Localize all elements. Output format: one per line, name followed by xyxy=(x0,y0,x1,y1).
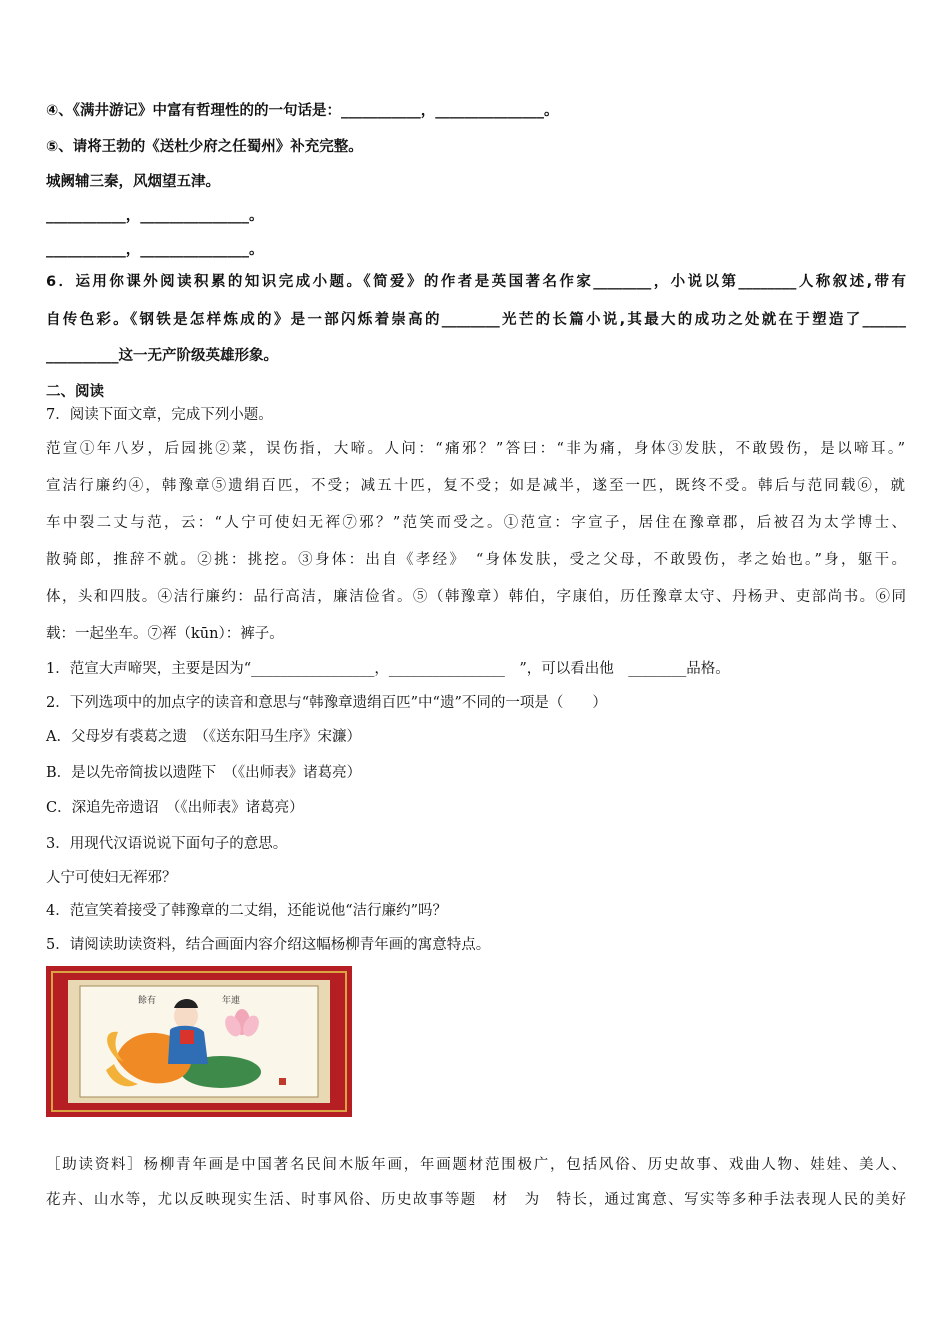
subquestion-4: 4．范宣笑着接受了韩豫章的二丈绢，还能说他“洁行廉约”吗？ xyxy=(46,903,448,919)
poem-line-1: 城阙辅三秦，风烟望五津。 xyxy=(46,174,220,190)
option-c: C．深追先帝遗诏 （《出师表》诸葛亮） xyxy=(46,800,304,816)
passage-line-4: 散骑郎，推辞不就。②挑：挑挖。③身体：出自《孝经》 “身体发肤，受之父母，不敢毁伤，孝之始也。”身，躯干。 xyxy=(46,552,906,568)
subquestion-1: 1．范宣大声啼哭，主要是因为“_________________，________________ ”，可以看出他 ________品格。 xyxy=(46,661,730,677)
passage-line-6: 载：一起坐车。⑦裈（kūn）：裤子。 xyxy=(46,626,284,642)
painting-inscription-right: 年連 xyxy=(222,996,241,1006)
section-heading-reading: 二、阅读 xyxy=(46,384,104,400)
poem-blank-line-2: ___________，_______________。 xyxy=(46,242,264,258)
passage-line-2: 宣洁行廉约④，韩豫章⑤遗绢百匹，不受；减五十匹，复不受；如是减半，遂至一匹，既终不受。韩后与范同载⑥，就 xyxy=(46,478,906,494)
question-7-heading: 7．阅读下面文章，完成下列小题。 xyxy=(46,407,273,423)
painting-inscription-left: 餘有 xyxy=(138,996,157,1006)
passage-line-3: 车中裂二丈与范，云：“人宁可使妇无裈⑦邪？”范笑而受之。①范宣：字宣子，居住在豫章郡，后被召为太学博士、 xyxy=(46,515,906,531)
question-5-line: ⑤、请将王勃的《送杜少府之任蜀州》补充完整。 xyxy=(46,139,363,155)
question-6-line-2: 自传色彩。《钢铁是怎样炼成的》是一部闪烁着崇高的________光芒的长篇小说,其最大的成功之处就在于塑造了______ xyxy=(46,312,906,328)
option-b: B．是以先帝简拔以遗陛下 （《出师表》诸葛亮） xyxy=(46,765,362,781)
passage-line-1: 范宣①年八岁，后园挑②菜，误伤指，大啼。人问：“痛邪？”答曰：“非为痛，身体③发肤，不敢毁伤，是以啼耳。” xyxy=(46,441,906,457)
question-6-line-1: 6．运用你课外阅读积累的知识完成小题。《简爱》的作者是英国著名作家________，小说以第________人称叙述,带有 xyxy=(46,274,906,290)
reading-material-line-2: 花卉、山水等，尤以反映现实生活、时事风俗、历史故事等题 材 为 特长，通过寓意、写实等多种手法表现人民的美好 xyxy=(46,1192,906,1208)
subquestion-3: 3．用现代汉语说说下面句子的意思。 xyxy=(46,836,288,852)
question-4-line: ④、《满井游记》中富有哲理性的的一句话是：___________，_______________。 xyxy=(46,103,559,119)
option-a: A．父母岁有裘葛之遗 （《送东阳马生序》宋濂） xyxy=(46,729,361,745)
new-year-painting-image xyxy=(46,966,352,1117)
question-6-line-3: __________这一无产阶级英雄形象。 xyxy=(46,348,278,364)
poem-blank-line-1: ___________，_______________。 xyxy=(46,208,264,224)
subquestion-5: 5．请阅读助读资料，结合画面内容介绍这幅杨柳青年画的寓意特点。 xyxy=(46,937,491,953)
subquestion-2: 2．下列选项中的加点字的读音和意思与“韩豫章遗绢百匹”中“遗”不同的一项是（ ） xyxy=(46,695,607,711)
seal-stamp xyxy=(279,1078,286,1085)
reading-material-line-1: ［助读资料］杨柳青年画是中国著名民间木版年画，年画题材范围极广，包括风俗、历史故事、戏曲人物、娃娃、美人、 xyxy=(46,1157,906,1173)
subquestion-3-sentence: 人宁可使妇无裈邪？ xyxy=(46,870,177,886)
passage-line-5: 体，头和四肢。④洁行廉约：品行高洁，廉洁俭省。⑤（韩豫章）韩伯，字康伯，历任豫章太守、丹杨尹、吏部尚书。⑥同 xyxy=(46,589,906,605)
